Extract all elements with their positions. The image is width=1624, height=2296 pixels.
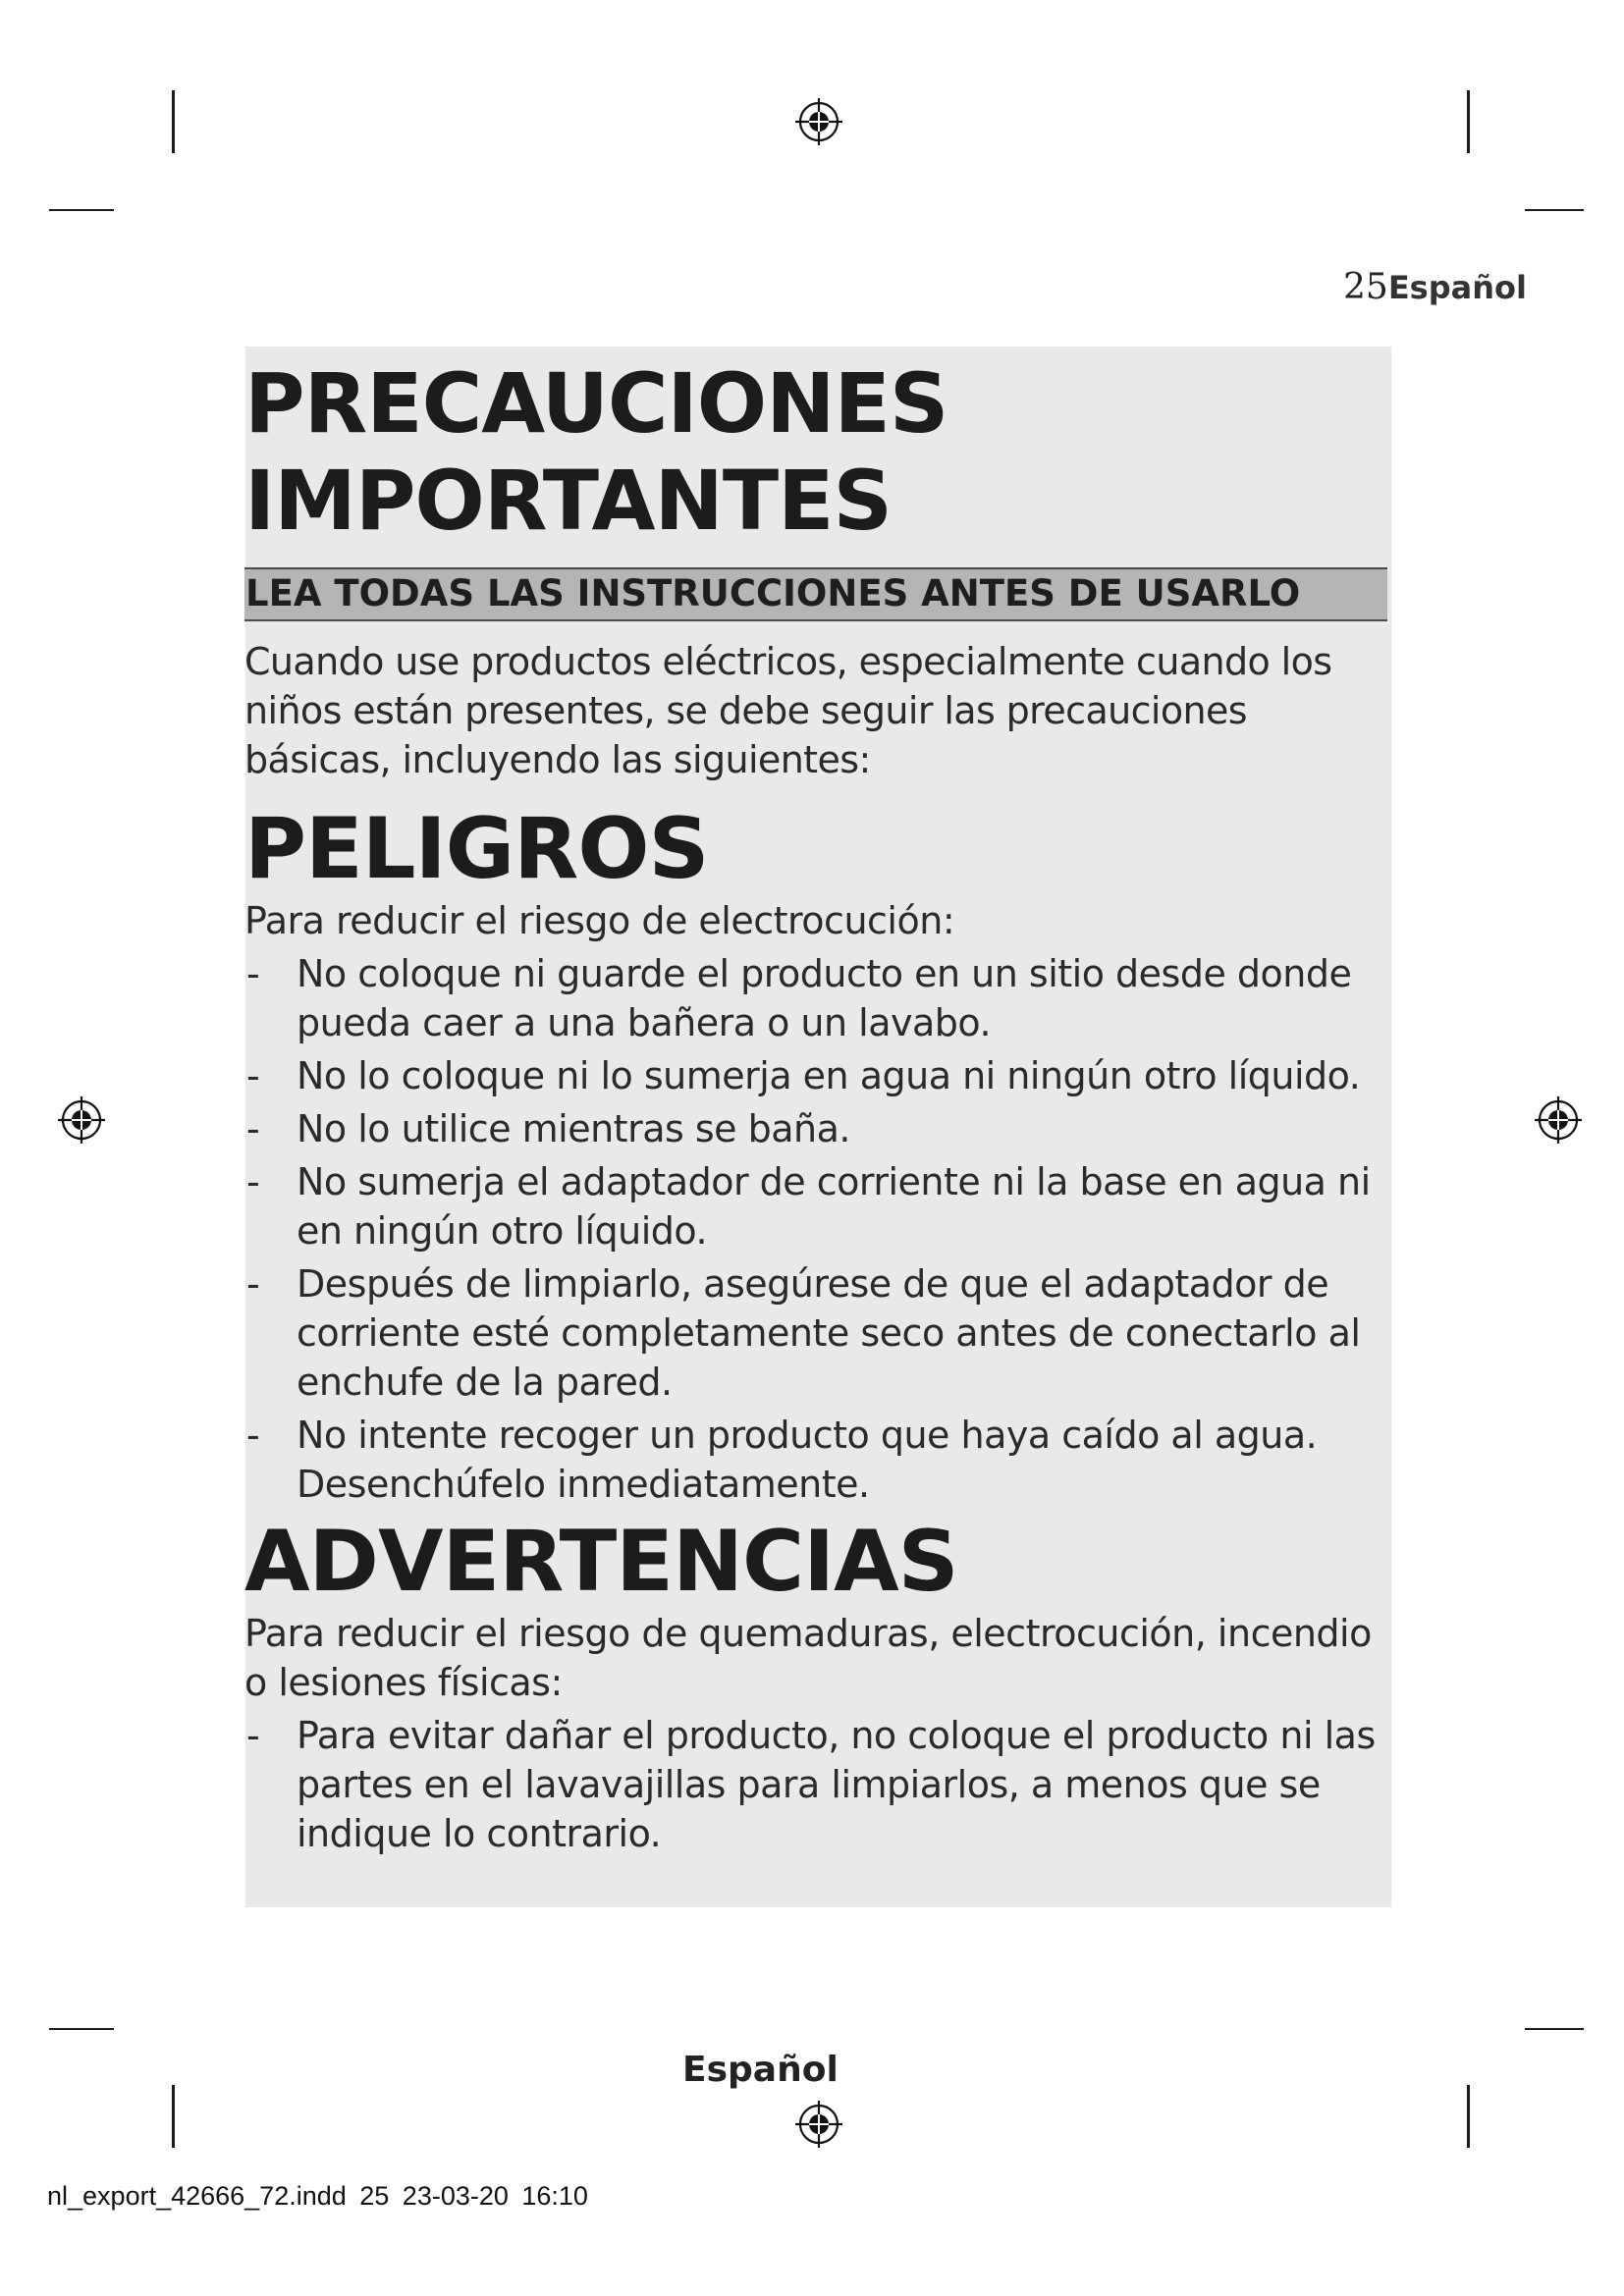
list-item (244, 1711, 1391, 1858)
intro-paragraph: Cuando use productos eléctricos, especialmente cuando los niños están presentes, se debe seguir las precauciones básicas, incluyendo las siguientes: (244, 640, 1332, 781)
crop-mark (49, 2028, 114, 2030)
section-band-heading: LEA TODAS LAS INSTRUCCIONES ANTES DE USARLO (244, 567, 1387, 621)
registration-mark-icon (56, 1095, 107, 1146)
main-content (244, 355, 1391, 1862)
page-number: 25 (1343, 267, 1388, 307)
list-item-text: No coloque ni guarde el producto en un sitio desde donde pueda caer a una bañera o un lavabo. (297, 952, 1352, 1044)
list-item-text: No lo utilice mientras se baña. (297, 1107, 850, 1150)
registration-mark-icon (1533, 1095, 1584, 1146)
title-line-2: IMPORTANTES (244, 453, 892, 549)
advertencias-heading: ADVERTENCIAS (244, 1513, 958, 1611)
registration-mark-icon (793, 96, 844, 147)
advertencias-list (244, 1711, 1391, 1858)
crop-mark (49, 209, 114, 211)
crop-mark (172, 2085, 175, 2148)
crop-mark (1525, 2028, 1584, 2030)
list-item (244, 1104, 1391, 1153)
footer-language: Español (682, 2050, 839, 2090)
list-item (244, 1411, 1391, 1509)
list-item-text: No sumerja el adaptador de corriente ni la base en agua ni en ningún otro líquido. (297, 1160, 1371, 1253)
page-header (1343, 267, 1527, 307)
bullet-dash: - (246, 1107, 260, 1150)
crop-mark (1525, 209, 1584, 211)
advertencias-lead: Para reducir el riesgo de quemaduras, electrocución, incendio o lesiones físicas: (244, 1612, 1372, 1704)
bullet-dash: - (246, 952, 260, 995)
peligros-heading: PELIGROS (244, 800, 709, 898)
list-item-text: No intente recoger un producto que haya caído al agua. Desenchúfelo inmediatamente. (297, 1414, 1318, 1506)
bullet-dash: - (246, 1262, 260, 1306)
list-item (244, 949, 1391, 1047)
list-item-text: Después de limpiarlo, asegúrese de que el adaptador de corriente esté completamente seco antes de conectarlo al enchufe de la pared. (297, 1262, 1361, 1404)
list-item (244, 1051, 1391, 1100)
list-item (244, 1157, 1391, 1255)
print-slug: nl_export_42666_72.indd 25 23-03-20 16:10 (47, 2181, 588, 2211)
peligros-list (244, 949, 1391, 1509)
title-line-1: PRECAUCIONES (244, 355, 948, 452)
list-item (244, 1259, 1391, 1407)
bullet-dash: - (246, 1714, 260, 1757)
crop-mark (1467, 2085, 1470, 2148)
crop-mark (1467, 90, 1470, 153)
bullet-dash: - (246, 1414, 260, 1457)
list-item-text: No lo coloque ni lo sumerja en agua ni ningún otro líquido. (297, 1054, 1361, 1097)
registration-mark-icon (793, 2099, 844, 2150)
peligros-lead: Para reducir el riesgo de electrocución: (244, 899, 955, 942)
header-language: Español (1387, 269, 1527, 306)
list-item-text: Para evitar dañar el producto, no coloque el producto ni las partes en el lavavajillas para limpiarlos, a menos que se indique lo contrario. (297, 1714, 1376, 1855)
bullet-dash: - (246, 1054, 260, 1097)
bullet-dash: - (246, 1160, 260, 1203)
page-title (244, 355, 1391, 550)
crop-mark (172, 90, 175, 153)
